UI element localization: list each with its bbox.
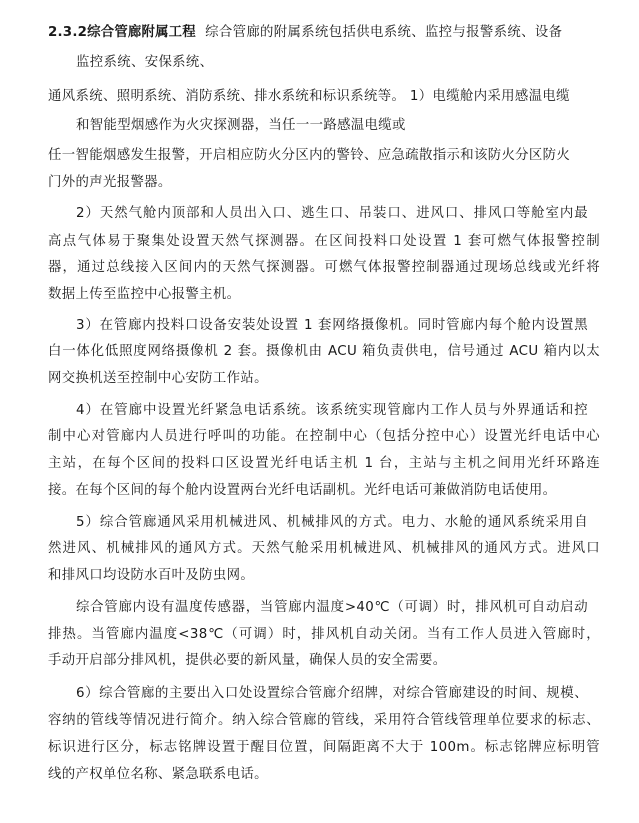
paragraph-line: 手动开启部分排风机，提供必要的新风量，确保人员的安全需要。	[48, 653, 447, 668]
paragraph-line: 线的产权单位名称、紧急联系电话。	[48, 767, 268, 782]
paragraph-line: 网交换机送至控制中心安防工作站。	[48, 371, 268, 386]
section-title: 综合管廊附属工程	[87, 25, 196, 40]
paragraph-line: 和智能型烟感作为火灾探测器，当任一一路感温电缆或	[76, 118, 406, 133]
paragraph-line: 高点气体易于聚集处设置天然气探测器。在区间投料口处设置 1 套可燃气体报警控制	[48, 234, 600, 249]
paragraph-line: 接。在每个区间的每个舱内设置两台光纤电话副机。光纤电话可兼做消防电话使用。	[48, 483, 557, 498]
paragraph-line: 数据上传至监控中心报警主机。	[48, 287, 241, 302]
paragraph-line: 容纳的管线等情况进行简介。纳入综合管廊的管线，采用符合管线管理单位要求的标志、	[48, 713, 600, 728]
paragraph-line: 标识进行区分，标志铭牌设置于醒目位置，间隔距离不大于 100m。标志铭牌应标明管	[48, 740, 600, 755]
paragraph-line: 综合管廊内设有温度传感器，当管廊内温度>40℃（可调）时，排风机可自动启动	[76, 600, 588, 615]
paragraph-line: 器，通过总线接入区间内的天然气探测器。可燃气体报警控制器通过现场总线或光纤将	[48, 260, 600, 275]
paragraph-line: 和排风口均设防水百叶及防虫网。	[48, 568, 255, 583]
paragraph-line: 白一体化低照度网络摄像机 2 套。摄像机由 ACU 箱负责供电，信号通过 ACU 箱内以太	[48, 344, 600, 359]
paragraph-text: 综合管廊的附属系统包括供电系统、监控与报警系统、设备	[205, 25, 563, 40]
paragraph-line: 5）综合管廊通风采用机械进风、机械排风的方式。电力、水舱的通风系统采用自	[76, 515, 588, 530]
paragraph-line: 通风系统、照明系统、消防系统、排水系统和标识系统等。 1）电缆舱内采用感温电缆	[48, 89, 570, 104]
paragraph-line: 监控系统、安保系统、	[76, 55, 214, 70]
paragraph-line: 门外的声光报警器。	[48, 175, 172, 190]
section-heading-line	[48, 24, 600, 42]
paragraph-line: 主站，在每个区间的投料口区设置光纤电话主机 1 台，主站与主机之间用光纤环路连	[48, 456, 600, 471]
paragraph-line: 6）综合管廊的主要出入口处设置综合管廊介绍牌，对综合管廊建设的时间、规模、	[76, 686, 588, 701]
paragraph-line: 2）天然气舱内顶部和人员出入口、逃生口、吊装口、进风口、排风口等舱室内最	[76, 206, 588, 221]
paragraph-line: 制中心对管廊内人员进行呼叫的功能。在控制中心（包括分控中心）设置光纤电话中心	[48, 429, 600, 444]
paragraph-line: 3）在管廊内投料口设备安装处设置 1 套网络摄像机。同时管廊内每个舱内设置黑	[76, 318, 588, 333]
section-number: 2.3.2	[48, 25, 88, 40]
paragraph-line: 任一智能烟感发生报警，开启相应防火分区内的警铃、应急疏散指示和该防火分区防火	[48, 148, 571, 163]
paragraph-line: 排热。当管廊内温度<38℃（可调）时，排风机自动关闭。当有工作人员进入管廊时，	[48, 627, 600, 642]
paragraph-line: 然进风、机械排风的通风方式。天然气舱采用机械进风、机械排风的通风方式。进风口	[48, 541, 600, 556]
paragraph-line: 4）在管廊中设置光纤紧急电话系统。该系统实现管廊内工作人员与外界通话和控	[76, 403, 588, 418]
